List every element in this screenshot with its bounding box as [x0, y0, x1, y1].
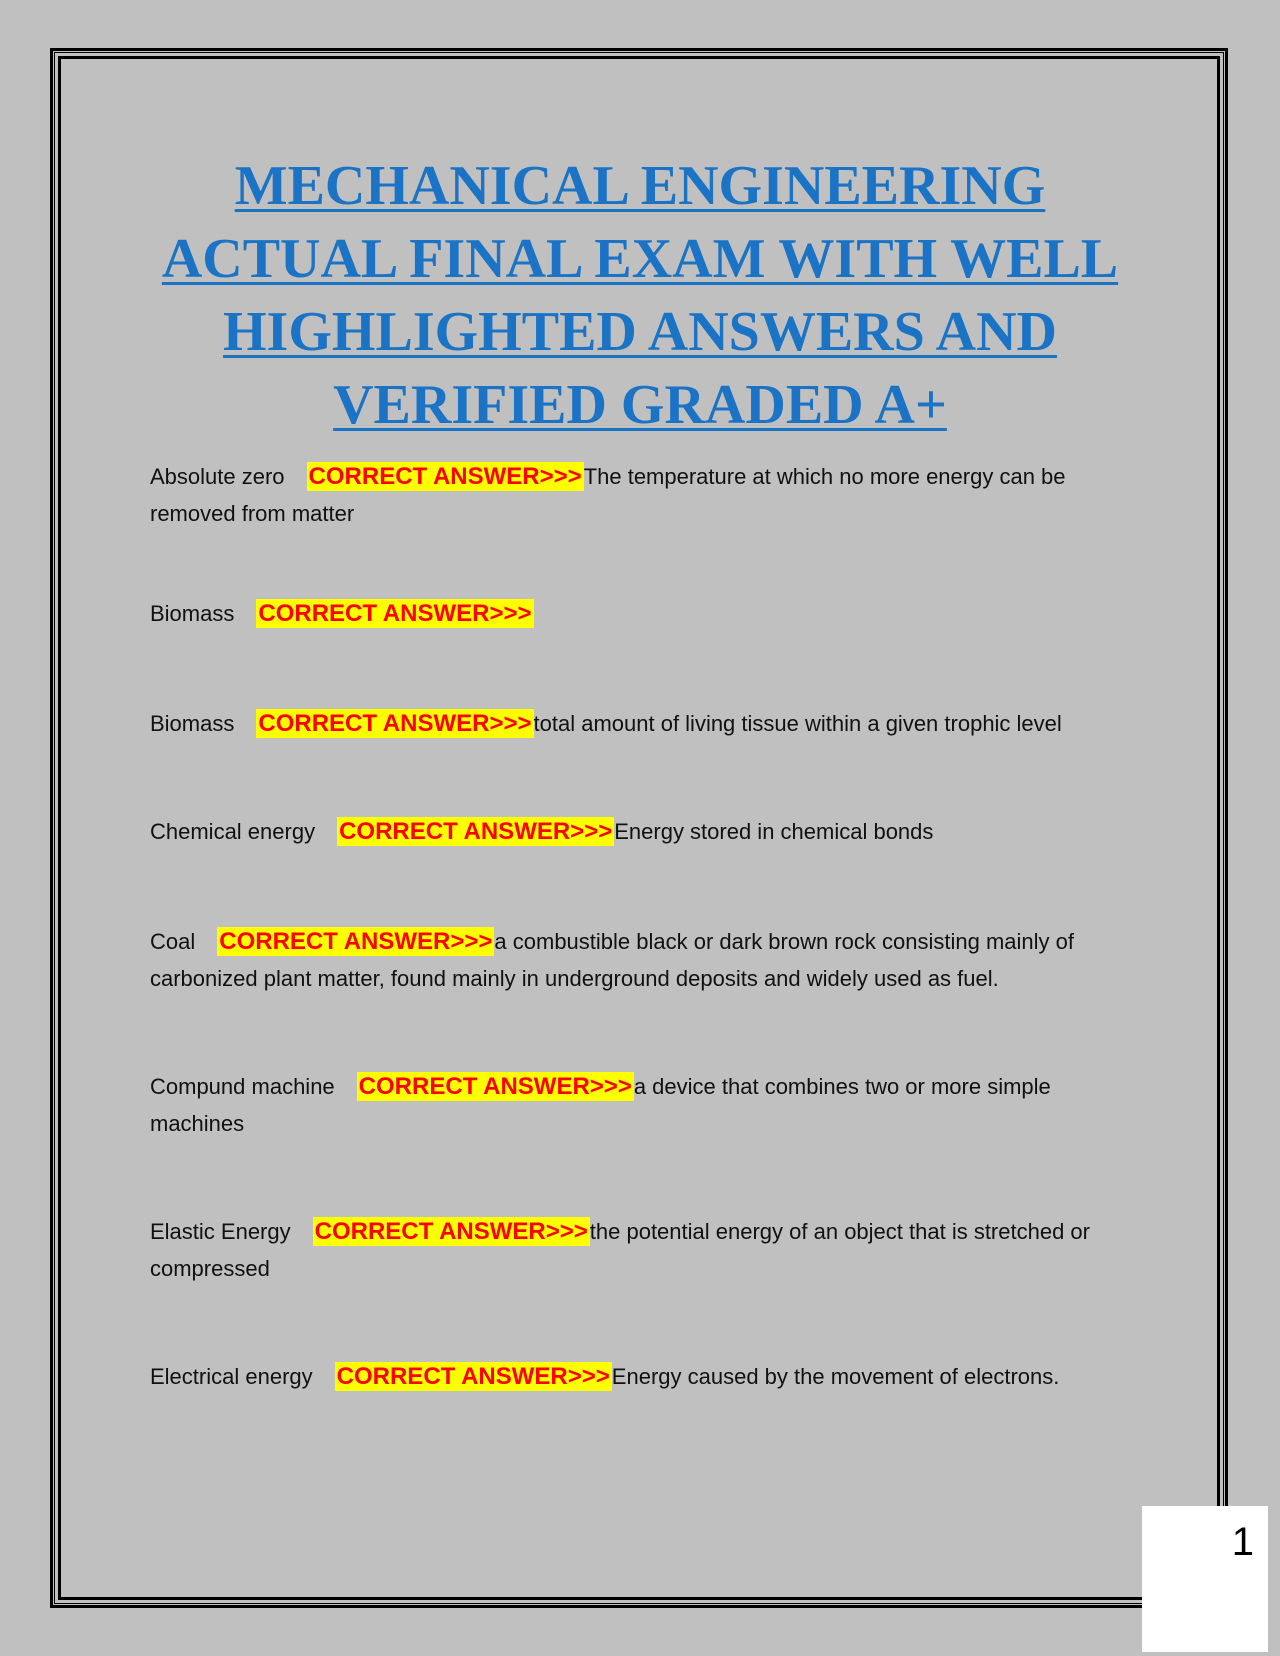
- page-number-box: [1142, 1506, 1268, 1652]
- qa-answer: The temperature at which no more energy can be removed from matter: [150, 464, 1066, 526]
- qa-term: Biomass: [150, 601, 235, 626]
- qa-entry: [150, 1213, 1130, 1287]
- correct-answer-tag: CORRECT ANSWER>>>: [336, 1363, 610, 1390]
- qa-entry: [150, 1358, 1130, 1395]
- correct-answer-tag: CORRECT ANSWER>>>: [258, 710, 532, 737]
- qa-answer: Energy stored in chemical bonds: [614, 819, 934, 844]
- qa-answer: a device that combines two or more simple machines: [150, 1074, 1051, 1136]
- correct-answer-tag: CORRECT ANSWER>>>: [314, 1218, 588, 1245]
- correct-answer-tag: CORRECT ANSWER>>>: [358, 1073, 632, 1100]
- qa-term: Chemical energy: [150, 819, 316, 844]
- page-number: 1: [1231, 1520, 1254, 1564]
- correct-answer-tag: CORRECT ANSWER>>>: [308, 463, 582, 490]
- correct-answer-tag: CORRECT ANSWER>>>: [258, 600, 532, 627]
- qa-term: Biomass: [150, 711, 235, 736]
- qa-answer: a combustible black or dark brown rock consisting mainly of carbonized plant matter, found mainly in underground deposits and widely used as fuel.: [150, 929, 1074, 991]
- qa-term: Elastic Energy: [150, 1219, 291, 1244]
- qa-term: Absolute zero: [150, 464, 285, 489]
- qa-entry: [150, 923, 1130, 997]
- qa-term: Electrical energy: [150, 1364, 313, 1389]
- qa-term: Compund machine: [150, 1074, 335, 1099]
- qa-term: Coal: [150, 929, 196, 954]
- qa-list: [150, 458, 1130, 1395]
- correct-answer-tag: CORRECT ANSWER>>>: [219, 928, 493, 955]
- qa-entry: [150, 813, 1130, 850]
- qa-entry: [150, 595, 1130, 632]
- qa-entry: [150, 1068, 1130, 1142]
- correct-answer-tag: CORRECT ANSWER>>>: [339, 818, 613, 845]
- qa-answer: total amount of living tissue within a given trophic level: [533, 711, 1062, 736]
- qa-entry: [150, 458, 1130, 532]
- document-title: MECHANICAL ENGINEERING ACTUAL FINAL EXAM WITH WELL HIGHLIGHTED ANSWERS AND VERIFIED GRADED A+: [161, 155, 1119, 436]
- qa-answer: Energy caused by the movement of electrons.: [611, 1364, 1060, 1389]
- qa-answer: the potential energy of an object that is stretched or compressed: [150, 1219, 1090, 1281]
- qa-entry: [150, 705, 1130, 742]
